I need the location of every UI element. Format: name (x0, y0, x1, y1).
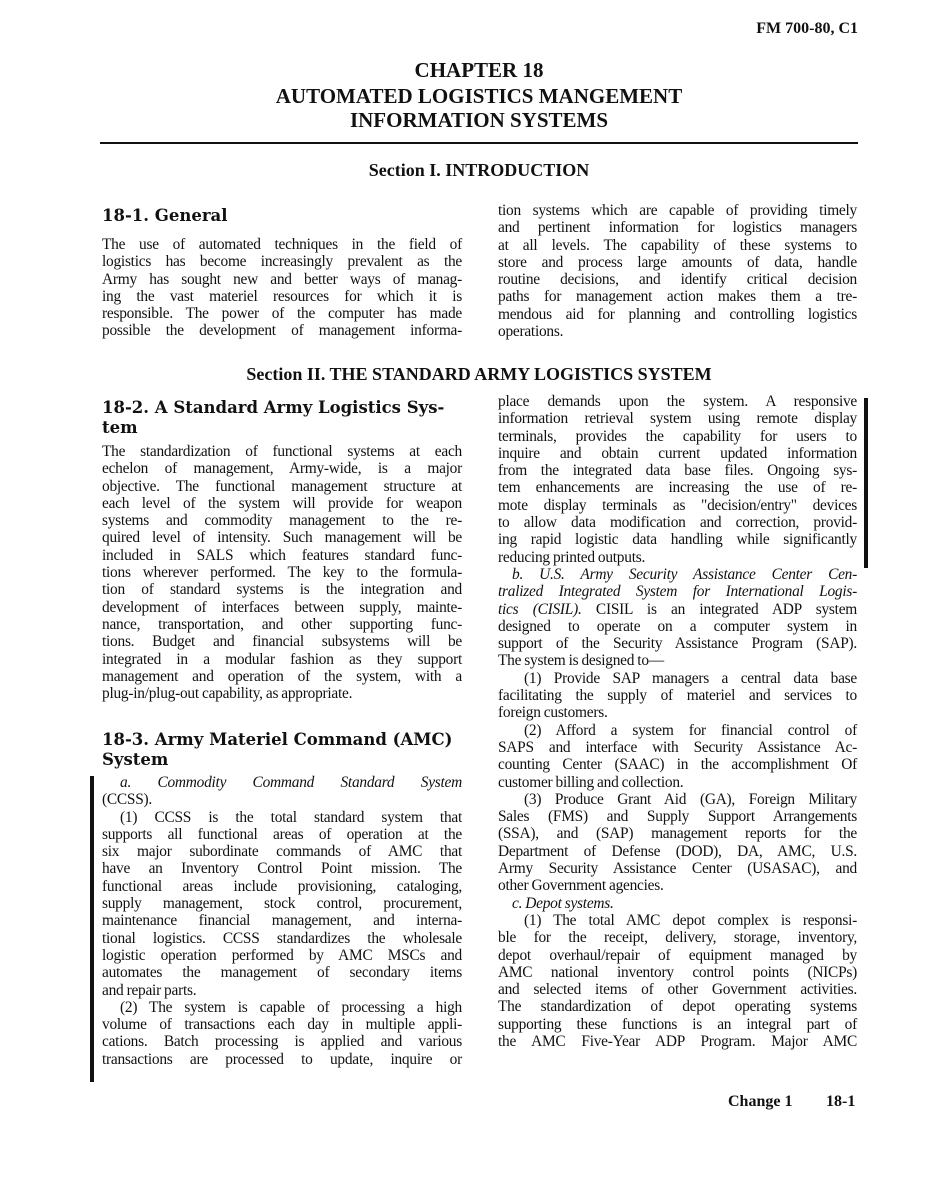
paragraph-18-1-right: tion systems which are capable of providing timely and pertinent information for logistics managers at all levels. The capability of these systems to store and process large amounts of data, handle routine decisions, and identify critical decision paths for management action makes them a tre- mendous aid for planning and controlling logistics operations. (498, 202, 857, 341)
paragraph-right-column: place demands upon the system. A responsive information retrieval system using remote display terminals, provides the capability for users to inquire and obtain current updated information from the integrated data base files. Ongoing sys- tem enhancements are increasing the use of re- mote display terminals as "decision/entry" devices to allow data modification and correction, provid- ing rapid logistic data handling while significantly reducing printed outputs. b. U.S. Army Security Assistance Center Cen- tralized Integrated System for International Logis- tics (CISIL). CISIL is an integrated ADP system designed to operate on a computer system in support of the Security Assistance Program (SAP). The system is designed to— (1) Provide SAP managers a central data base facilitating the supply of materiel and services to foreign customers. (2) Afford a system for financial control of SAPS and interface with Security Assistance Ac- counting Center (SAAC) in the accomplishment Of customer billing and collection. (3) Produce Grant Aid (GA), Foreign Military Sales (FMS) and Supply Support Arrangements (SSA), and (SAP) management reports for the Department of Defense (DOD), DA, AMC, U.S. Army Security Assistance Center (USASAC), and other Government agencies. c. Depot systems. (1) The total AMC depot complex is responsi- ble for the receipt, delivery, storage, inventory, depot overhaul/repair of equipment managed by AMC national inventory control points (NICPs) and selected items of other Government activities. The standardization of depot operating systems supporting these functions is an integral part of the AMC Five-Year ADP Program. Major AMC (498, 393, 858, 1050)
paragraph-18-1-left: The use of automated techniques in the field of logistics has become increasingly prevalent as the Army has sought new and better ways of manag- ing the vast materiel resources for which it is responsible. The power of the computer has made possible the development of management informa- (102, 236, 462, 340)
heading-18-3: 18-3. Army Materiel Command (AMC) System (102, 730, 453, 769)
chapter-title-line2: INFORMATION SYSTEMS (349, 108, 609, 132)
footer-change: Change 1 (728, 1093, 793, 1110)
paragraph-18-3c-title: c. Depot systems. (512, 894, 614, 912)
footer-page-number: 18-1 (826, 1093, 856, 1110)
document-code: FM 700-80, C1 (756, 20, 858, 37)
heading-18-1: 18-1. General (102, 206, 228, 225)
title-divider (100, 142, 858, 144)
chapter-title-line1: AUTOMATED LOGISTICS MANGEMENT (275, 84, 683, 108)
paragraph-18-2: The standardization of functional systems at each echelon of management, Army-wide, is a major objective. The functional management structure at each level of the system will provide for weapon systems and commodity management to the re- quired level of intensity. Such management will be included in SALS which features standard func- tions wherever performed. The key to the formula- tion of standard systems is the integration and development of interfaces between supply, mainte- nance, transportation, and other supporting func- tions. Budget and financial subsystems will be integrated in a modular fashion as they support management and operation of the system, with a plug-in/plug-out capability, as appropriate. (102, 443, 462, 703)
section-2-title: Section II. THE STANDARD ARMY LOGISTICS SYSTEM (246, 364, 712, 384)
change-bar-left (90, 776, 94, 1082)
paragraph-18-3a: a. Commodity Command Standard System (CCSS). (1) CCSS is the total standard system that supports all functional areas of operation at the six major subordinate commands of AMC that have an Inventory Control Point mission. The functional areas include provisioning, cataloging, supply management, stock control, procurement, maintenance financial management, and interna- tional logistics. CCSS standardizes the wholesale logistic operation performed by AMC MSCs and automates the management of secondary items and repair parts. (2) The system is capable of processing a high volume of transactions each day in multiple appli- cations. Batch processing is applied and various transactions are processed to update, inquire or (102, 774, 462, 1068)
heading-18-2: 18-2. A Standard Army Logistics Sys- tem (102, 398, 445, 437)
change-bar-right (864, 398, 868, 568)
section-1-title: Section I. INTRODUCTION (368, 160, 590, 180)
paragraph-18-3b-title: b. U.S. Army Security Assistance Center Cen- (512, 565, 857, 583)
chapter-number: CHAPTER 18 (414, 58, 544, 82)
